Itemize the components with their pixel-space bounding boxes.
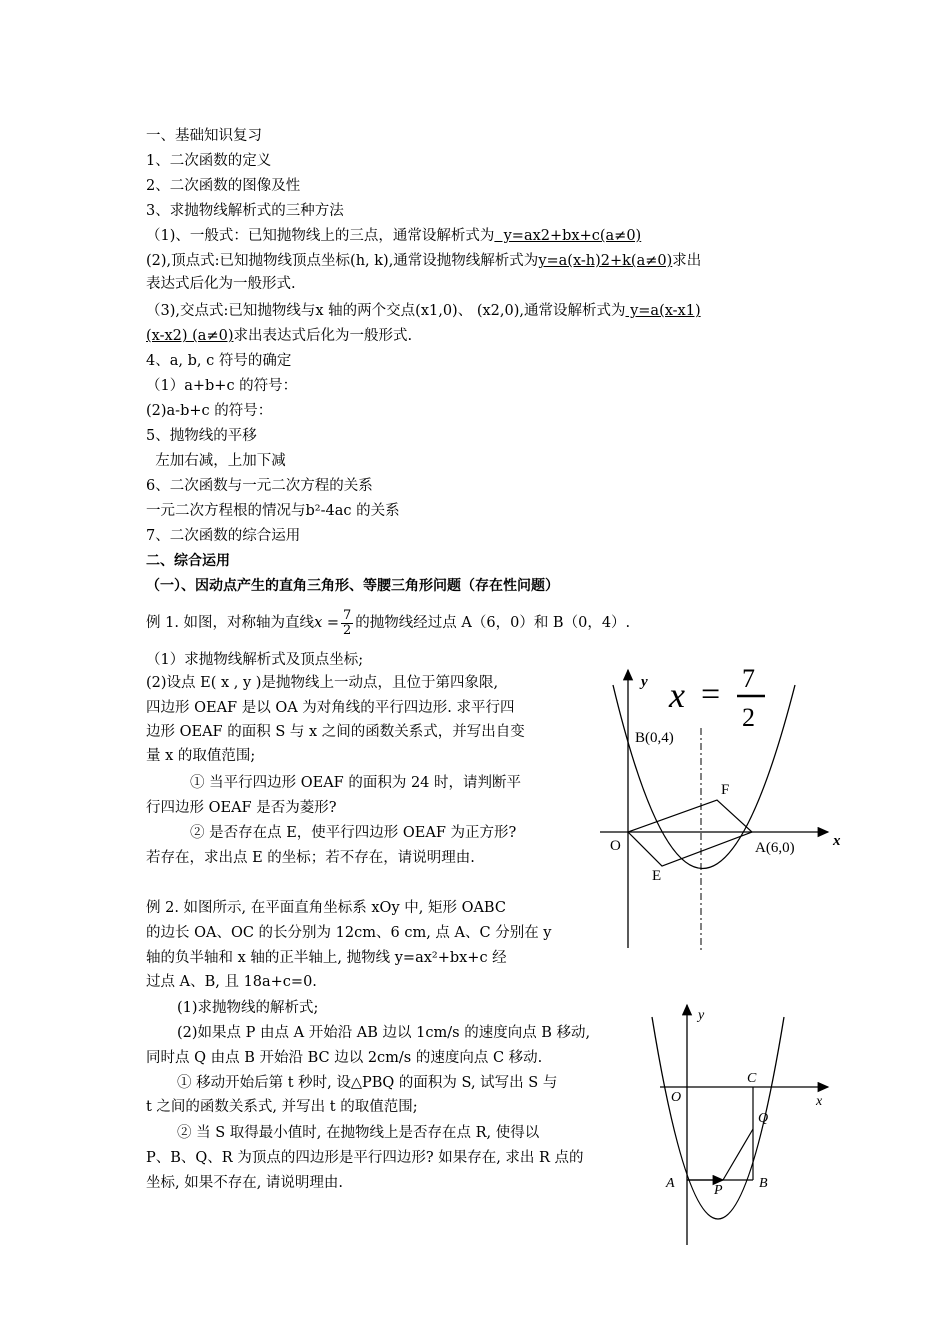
y-axis-label: y xyxy=(698,1008,705,1023)
x-axis-label: x xyxy=(816,1094,823,1109)
origin-label: O xyxy=(610,838,621,854)
parallelogram-oeaf xyxy=(628,800,752,866)
point-c-label: C xyxy=(747,1071,757,1086)
vertex-form-line xyxy=(146,251,701,271)
symmetry-eq-var: x xyxy=(669,675,685,715)
example1-q2-line2: 四边形 OEAF 是以 OA 为对角线的平行四边形. 求平行四 xyxy=(146,700,515,716)
point-e-label: E xyxy=(652,868,662,884)
intercept-form-line xyxy=(146,301,701,321)
example2-q2a-line2: t 之间的函数关系式, 并写出 t 的取值范围; xyxy=(146,1099,418,1115)
point-p-label: P xyxy=(714,1183,723,1198)
example1-figure xyxy=(595,660,850,955)
general-form-line xyxy=(146,226,641,246)
example1-q2a-line1: ① 当平行四边形 OEAF 的面积为 24 时，请判断平 xyxy=(190,775,521,791)
example2-q2-line2: 同时点 Q 由点 B 开始沿 BC 边以 2cm/s 的速度向点 C 移动. xyxy=(146,1050,543,1066)
item-definition: 1、二次函数的定义 xyxy=(146,153,272,169)
example1-q2-line4: 量 x 的取值范围; xyxy=(146,748,256,764)
vertex-form-line2: 表达式后化为一般形式. xyxy=(146,276,296,292)
item-translation-rule: 左加右减，上加下减 xyxy=(146,453,286,469)
intercept-form-formula-b: (x-x2) (a≠0) xyxy=(146,328,234,344)
section-heading-review: 一、基础知识复习 xyxy=(146,128,262,144)
example2-q1: (1)求抛物线的解析式; xyxy=(177,1000,319,1016)
example1-var: x xyxy=(314,615,323,631)
intercept-form-text: （3),交点式:已知抛物线与x 轴的两个交点(x1,0)、 (x2,0),通常设解析式为 xyxy=(146,303,626,319)
example2-q2-line1: (2)如果点 P 由点 A 开始沿 AB 边以 1cm/s 的速度向点 B 移动, xyxy=(177,1025,591,1041)
intercept-form-suffix: 求出表达式后化为一般形式. xyxy=(233,328,413,344)
example1-q2-line3: 边形 OEAF 的面积 S 与 x 之间的函数关系式，并写出自变 xyxy=(146,724,525,740)
y-axis-label: y xyxy=(641,674,648,690)
example1-q2b-line1: ② 是否存在点 E，使平行四边形 OEAF 为正方形? xyxy=(190,825,517,841)
example2-q2a-line1: ① 移动开始后第 t 秒时, 设△PBQ 的面积为 S, 试写出 S 与 xyxy=(177,1075,558,1091)
item-sign-2: (2)a-b+c 的符号： xyxy=(146,403,273,419)
example1-intro xyxy=(146,608,630,638)
item-three-methods: 3、求抛物线解析式的三种方法 xyxy=(146,203,344,219)
section-heading-application: 二、综合运用 xyxy=(146,553,230,569)
item-sign-1: （1）a+b+c 的符号： xyxy=(146,378,298,394)
example1-intro-a: 例 1. 如图，对称轴为直线 xyxy=(146,615,315,631)
vertex-form-text: (2),顶点式:已知抛物线顶点坐标(h, k),通常设抛物线解析式为 xyxy=(146,253,539,269)
point-b-label: B(0,4) xyxy=(635,730,674,746)
item-application: 7、二次函数的综合运用 xyxy=(146,528,301,544)
point-a-label: A(6,0) xyxy=(755,840,795,856)
item-discriminant: 一元二次方程根的情况与b²-4ac 的关系 xyxy=(146,503,400,519)
symmetry-eq-num: 7 xyxy=(742,664,755,693)
point-q-label: Q xyxy=(758,1111,769,1126)
x-axis-label: x xyxy=(833,833,841,849)
example1-q2b-line2: 若存在，求出点 E 的坐标；若不存在，请说明理由. xyxy=(146,850,475,866)
item-translation: 5、抛物线的平移 xyxy=(146,428,257,444)
section-subheading: （一）、因动点产生的直角三角形、等腰三角形问题（存在性问题） xyxy=(146,578,559,594)
symmetry-eq-den: 2 xyxy=(742,703,755,732)
vertex-form-formula: y=a(x-h)2+k(a≠0) xyxy=(538,253,673,269)
point-f-label: F xyxy=(721,782,730,798)
example2-q2b-line2: P、B、Q、R 为顶点的四边形是平行四边形? 如果存在, 求出 R 点的 xyxy=(146,1150,584,1166)
example2-line4: 过点 A、B, 且 18a+c=0. xyxy=(146,974,317,990)
segment-pq xyxy=(723,1129,753,1180)
example1-q1: （1）求抛物线解析式及顶点坐标; xyxy=(146,652,364,668)
example1-intro-b: 的抛物线经过点 A（6，0）和 B（0，4）. xyxy=(355,615,631,631)
example2-q2b-line3: 坐标, 如果不存在, 请说明理由. xyxy=(146,1175,344,1191)
item-sign: 4、a, b, c 符号的确定 xyxy=(146,353,292,369)
point-a-label: A xyxy=(666,1176,675,1191)
example2-q2b-line1: ② 当 S 取得最小值时, 在抛物线上是否存在点 R, 使得以 xyxy=(177,1125,540,1141)
example2-line2: 的边长 OA、OC 的长分别为 12cm、6 cm, 点 A、C 分别在 y xyxy=(146,925,552,941)
example1-q2-line1: (2)设点 E( x , y )是抛物线上一动点，且位于第四象限, xyxy=(146,675,499,691)
intercept-form-formula-a: y=a(x-x1) xyxy=(625,303,701,319)
fraction-numerator: 7 xyxy=(343,607,352,623)
symmetry-eq-sign: = xyxy=(701,676,721,713)
general-form-text: （1)、一般式：已知抛物线上的三点，通常设解析式为 xyxy=(146,228,495,244)
fraction-denominator: 2 xyxy=(343,622,352,638)
example2-figure xyxy=(640,995,840,1255)
example2-line1: 例 2. 如图所示, 在平面直角坐标系 xOy 中, 矩形 OABC xyxy=(146,900,506,916)
origin-label: O xyxy=(671,1090,682,1105)
example1-fraction xyxy=(341,609,353,638)
item-graph: 2、二次函数的图像及性 xyxy=(146,178,301,194)
vertex-form-suffix: 求出 xyxy=(672,253,702,269)
example1-q2a-line2: 行四边形 OEAF 是否为菱形? xyxy=(146,800,337,816)
intercept-form-line2 xyxy=(146,326,412,346)
general-form-formula: y=ax2+bx+c(a≠0) xyxy=(494,228,642,244)
example2-line3: 轴的负半轴和 x 轴的正半轴上, 抛物线 y=ax²+bx+c 经 xyxy=(146,950,507,966)
item-equation-relation: 6、二次函数与一元二次方程的关系 xyxy=(146,478,373,494)
example1-eq: = xyxy=(322,615,340,631)
point-b-label: B xyxy=(759,1176,768,1191)
